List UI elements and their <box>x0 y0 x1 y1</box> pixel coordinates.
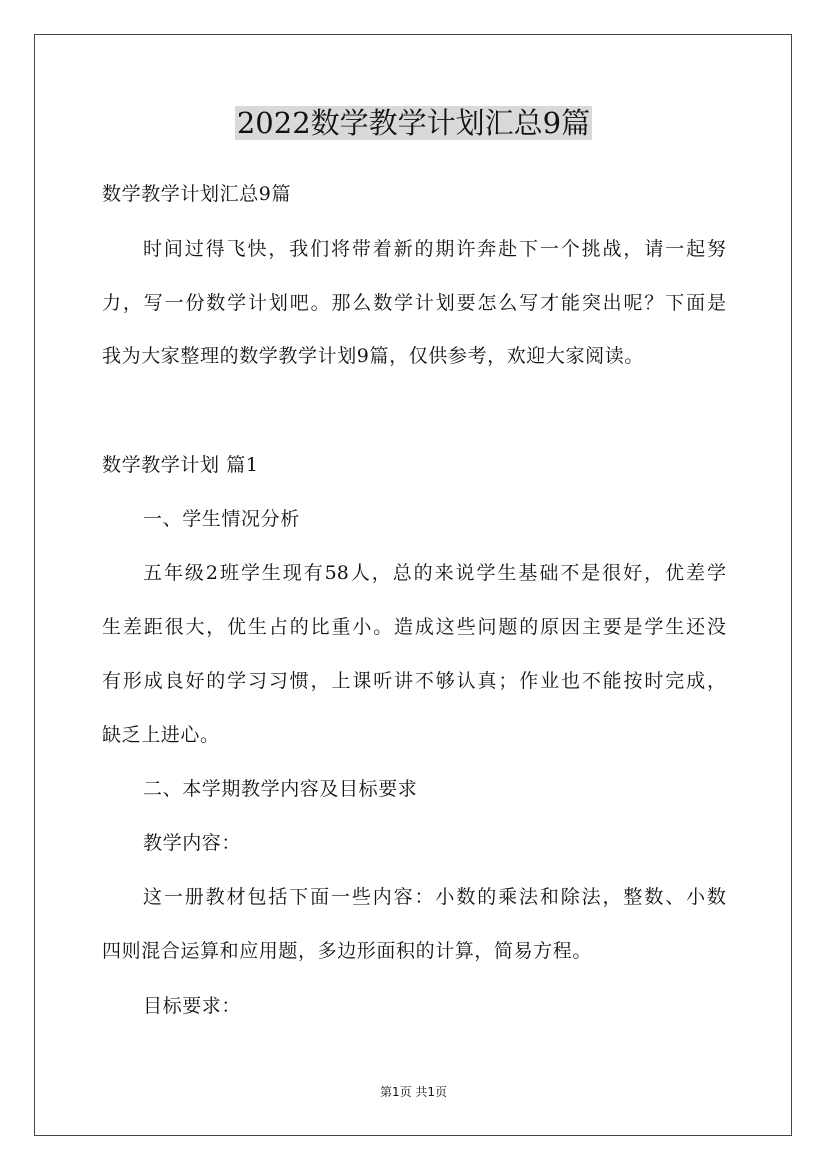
para2-line-2: 四则混合运算和应用题，多边形面积的计算，简易方程。 <box>102 940 593 962</box>
para1-line-3: 有形成良好的学习习惯，上课听讲不够认真；作业也不能按时完成， <box>102 670 726 692</box>
label-teaching-content: 教学内容： <box>143 832 242 854</box>
section-heading: 数学教学计划 篇1 <box>102 454 259 476</box>
document-title-text: 2022数学教学计划汇总9篇 <box>236 106 591 140</box>
intro-line-1: 时间过得飞快，我们将带着新的期许奔赴下一个挑战，请一起努 <box>143 238 726 260</box>
para1-line-2: 生差距很大，优生占的比重小。造成这些问题的原因主要是学生还没 <box>102 616 726 638</box>
heading-student-analysis: 一、学生情况分析 <box>143 508 300 530</box>
heading-teaching-content: 二、本学期教学内容及目标要求 <box>143 778 418 800</box>
page-footer: 第1页 共1页 <box>379 1085 448 1099</box>
intro-line-3: 我为大家整理的数学教学计划9篇，仅供参考，欢迎大家阅读。 <box>102 345 644 367</box>
para1-line-4: 缺乏上进心。 <box>102 724 220 746</box>
intro-line-2: 力，写一份数学计划吧。那么数学计划要怎么写才能突出呢？下面是 <box>102 292 726 314</box>
label-goals: 目标要求： <box>143 995 242 1017</box>
document-title <box>0 103 827 143</box>
document-subtitle: 数学教学计划汇总9篇 <box>102 183 292 205</box>
para1-line-1: 五年级2班学生现有58人，总的来说学生基础不是很好，优差学 <box>143 562 726 584</box>
para2-line-1: 这一册教材包括下面一些内容：小数的乘法和除法，整数、小数 <box>143 886 726 908</box>
